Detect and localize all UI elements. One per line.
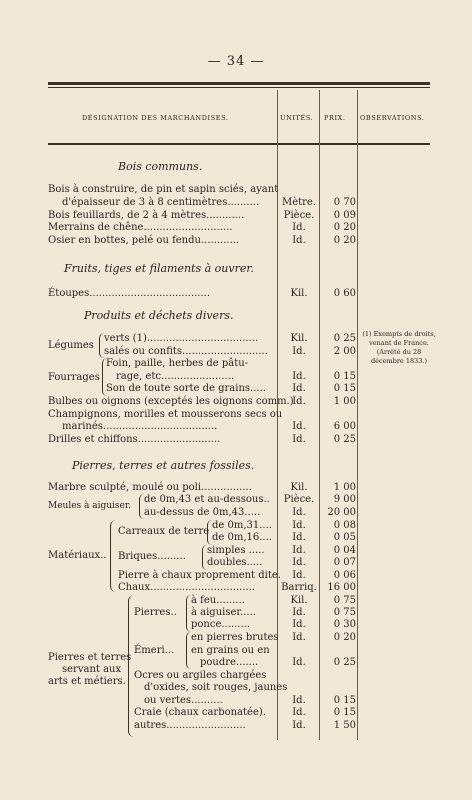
row-price: 20 00 xyxy=(327,507,356,518)
row-text: de 0m,31.... xyxy=(212,520,272,531)
row-text: Bois feuillards, de 2 à 4 mètres............ xyxy=(48,210,245,221)
row-price: 0 15 xyxy=(333,383,356,394)
label-pierres-group: Pierres.. xyxy=(134,607,177,618)
label-carreaux: Carreaux de terre xyxy=(118,526,210,537)
row-price: 6 00 xyxy=(333,421,356,432)
row-text: doubles..... xyxy=(207,557,263,568)
row-unit: Kil. xyxy=(290,595,308,606)
row-unit: Id. xyxy=(292,520,306,531)
row-text: en pierres brutes xyxy=(191,632,279,643)
row-text: Osier en bottes, pelé ou fendu............ xyxy=(48,235,240,246)
header-rule xyxy=(48,143,430,145)
row-text: Champignons, morilles et mousserons secs ou xyxy=(48,409,283,420)
row-unit: Kil. xyxy=(290,288,308,299)
row-unit: Id. xyxy=(292,346,306,357)
row-unit: Id. xyxy=(292,532,306,543)
row-text: Foin, paille, herbes de pâtu- xyxy=(106,358,249,369)
page-number: — 34 — xyxy=(207,54,265,69)
row-price: 9 00 xyxy=(333,494,356,505)
row-text: simples ..... xyxy=(207,545,265,556)
row-text: Drilles et chiffons.......................... xyxy=(48,434,221,445)
row-unit: Id. xyxy=(292,557,306,568)
row-text: marinés.................................... xyxy=(62,421,218,432)
row-text: Pierre à chaux proprement dite. xyxy=(118,570,281,581)
row-text: rage, etc....................... xyxy=(116,371,235,382)
row-text: de 0m,43 et au-dessous.. xyxy=(144,494,270,505)
row-text: à feu......... xyxy=(191,595,245,606)
row-price: 0 05 xyxy=(333,532,356,543)
observation-note: (1) Exempts de droits, venant de France. (Arrêté du 28 décembre 1833.) xyxy=(362,330,436,365)
row-unit: Id. xyxy=(292,421,306,432)
row-unit: Pièce. xyxy=(283,210,315,221)
row-unit: Kil. xyxy=(290,482,308,493)
label-pierres-terres: servant aux xyxy=(62,664,122,675)
label-materiaux: Matériaux.. xyxy=(48,550,107,561)
top-rule xyxy=(48,82,430,85)
row-text: Craie (chaux carbonatée). xyxy=(134,707,266,718)
row-price: 0 70 xyxy=(333,197,356,208)
row-text: verts (1)................................... xyxy=(104,333,259,344)
row-text: à aiguiser..... xyxy=(191,607,256,618)
row-text: ou vertes.......... xyxy=(144,695,223,706)
row-text: d'oxides, soit rouges, jaunes xyxy=(144,682,288,693)
header-prix: PRIX. xyxy=(324,114,346,122)
row-text: de 0m,16.... xyxy=(212,532,272,543)
row-unit: Id. xyxy=(292,619,306,630)
brace xyxy=(110,520,116,592)
column-divider-3 xyxy=(357,90,358,740)
row-price: 1 50 xyxy=(333,720,356,731)
row-unit: Id. xyxy=(292,707,306,718)
row-price: 0 04 xyxy=(333,545,356,556)
row-price: 1 00 xyxy=(333,396,356,407)
row-text: Marbre sculpté, moulé ou poli................ xyxy=(48,482,252,493)
row-unit: Id. xyxy=(292,720,306,731)
row-text: Son de toute sorte de grains..... xyxy=(106,383,266,394)
label-fourrages: Fourrages xyxy=(48,372,100,383)
row-text: au-dessus de 0m,43..... xyxy=(144,507,261,518)
row-price: 0 06 xyxy=(333,570,356,581)
row-unit: Id. xyxy=(292,570,306,581)
row-price: 0 15 xyxy=(333,695,356,706)
row-text: salés ou confits........................... xyxy=(104,346,268,357)
row-unit: Id. xyxy=(292,222,306,233)
row-unit: Id. xyxy=(292,396,306,407)
row-text: ponce......... xyxy=(191,619,250,630)
row-text: autres......................... xyxy=(134,720,246,731)
row-price: 0 75 xyxy=(333,607,356,618)
row-unit: Pièce. xyxy=(283,494,315,505)
row-price: 16 00 xyxy=(327,582,356,593)
section-bois: Bois communs. xyxy=(118,160,203,173)
label-meules: Meules à aiguiser. xyxy=(48,501,132,511)
row-price: 0 25 xyxy=(333,657,356,668)
row-unit: Barriq. xyxy=(281,582,317,593)
section-produits: Produits et déchets divers. xyxy=(84,309,234,322)
header-observations: OBSERVATIONS. xyxy=(360,114,425,122)
row-unit: Mètre. xyxy=(281,197,317,208)
row-text: poudre....... xyxy=(200,657,259,668)
row-text: en grains ou en xyxy=(191,645,270,656)
row-price: 0 75 xyxy=(333,595,356,606)
row-price: 0 30 xyxy=(333,619,356,630)
row-price: 0 09 xyxy=(333,210,356,221)
row-unit: Id. xyxy=(292,632,306,643)
row-price: 0 07 xyxy=(333,557,356,568)
row-price: 1 00 xyxy=(333,482,356,493)
row-unit: Kil. xyxy=(290,333,308,344)
row-unit: Id. xyxy=(292,507,306,518)
row-price: 0 08 xyxy=(333,520,356,531)
label-emeri: Émeri... xyxy=(134,645,175,656)
row-price: 0 25 xyxy=(333,434,356,445)
row-text: Merrains de chêne............................ xyxy=(48,222,233,233)
row-price: 2 00 xyxy=(333,346,356,357)
row-price: 0 25 xyxy=(333,333,356,344)
row-text: Chaux................................. xyxy=(118,582,256,593)
label-briques: Briques......... xyxy=(118,551,186,562)
header-designation: DÉSIGNATION DES MARCHANDISES. xyxy=(82,114,229,122)
label-pierres-terres: arts et métiers. xyxy=(48,676,126,687)
row-unit: Id. xyxy=(292,235,306,246)
row-price: 0 15 xyxy=(333,371,356,382)
row-unit: Id. xyxy=(292,545,306,556)
row-unit: Id. xyxy=(292,434,306,445)
row-price: 0 20 xyxy=(333,222,356,233)
row-price: 0 60 xyxy=(333,288,356,299)
row-text: d'épaisseur de 3 à 8 centimètres.......... xyxy=(62,197,260,208)
row-unit: Id. xyxy=(292,657,306,668)
row-price: 0 20 xyxy=(333,632,356,643)
row-unit: Id. xyxy=(292,695,306,706)
top-rule-thin xyxy=(48,87,430,88)
row-price: 0 20 xyxy=(333,235,356,246)
row-price: 0 15 xyxy=(333,707,356,718)
row-unit: Id. xyxy=(292,371,306,382)
row-unit: Id. xyxy=(292,383,306,394)
row-text: Bulbes ou oignons (exceptés les oignons comm.) xyxy=(48,396,294,407)
row-unit: Id. xyxy=(292,607,306,618)
section-fruits: Fruits, tiges et filaments à ouvrer. xyxy=(64,262,254,275)
header-unites: UNITÉS. xyxy=(280,114,314,122)
label-pierres-terres: Pierres et terres xyxy=(48,652,132,663)
row-text: Bois à construire, de pin et sapin sciés, ayant xyxy=(48,184,279,195)
label-legumes: Légumes xyxy=(48,340,94,351)
row-text: Étoupes...................................... xyxy=(48,288,211,299)
row-text: Ocres ou argiles chargées xyxy=(134,670,267,681)
section-pierres: Pierres, terres et autres fossiles. xyxy=(72,459,255,472)
